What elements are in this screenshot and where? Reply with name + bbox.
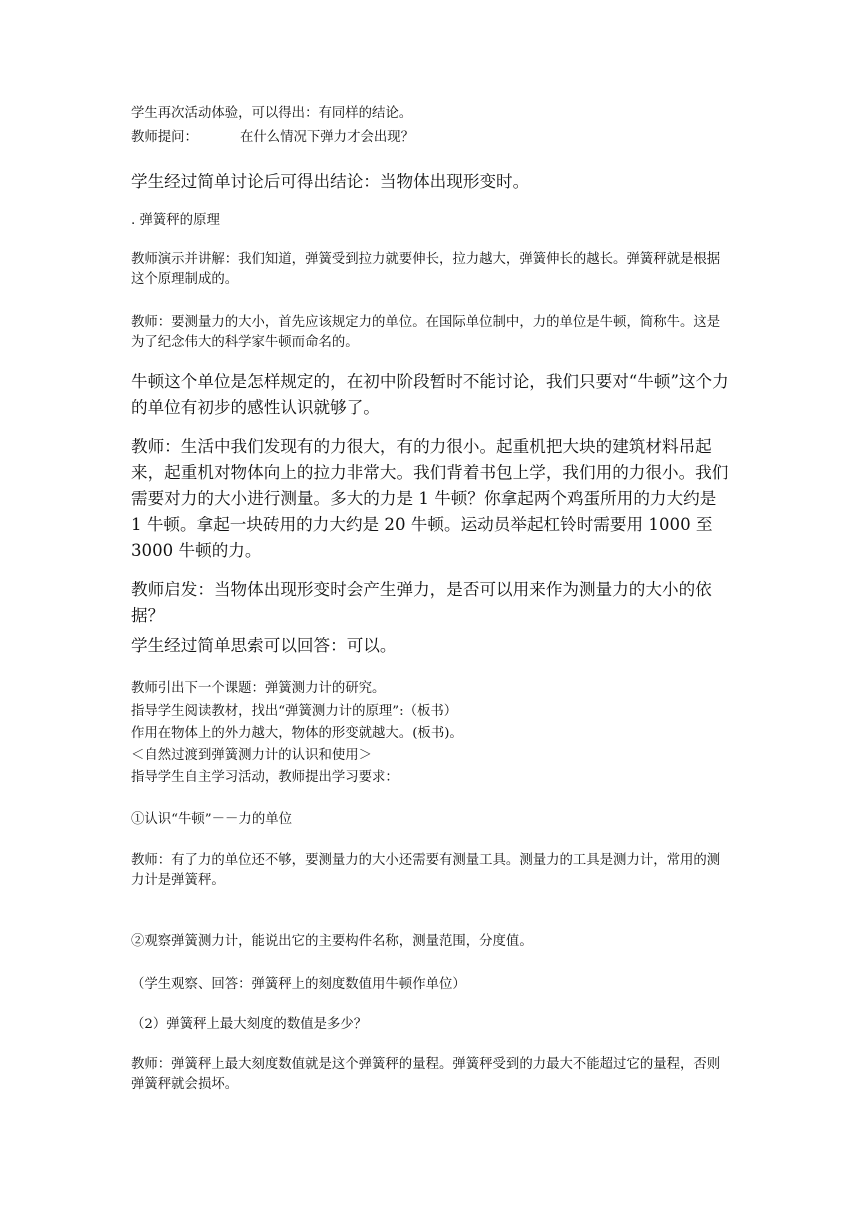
paragraph: 牛顿这个单位是怎样规定的，在初中阶段暂时不能讨论，我们只要对“牛顿”这个力的单位有初步的感性认识就够了。 [131, 372, 729, 417]
paragraph: 教师启发：当物体出现形变时会产生弹力，是否可以用来作为测量力的大小的依据？ [131, 580, 712, 625]
text-line: 作用在物体上的外力越大，物体的形变就越大。(板书)。 [131, 726, 463, 741]
text-line: 学生经过简单讨论后可得出结论：当物体出现形变时。 [131, 172, 530, 191]
text-line: ＜自然过渡到弹簧测力计的认识和使用＞ [131, 748, 373, 763]
speaker-label: 教师提问： [131, 130, 198, 145]
question-text: 在什么情况下弹力才会出现？ [239, 130, 415, 145]
text-line: 学生经过简单思索可以回答：可以。 [131, 636, 397, 655]
section-heading: . 弹簧秤的原理 [131, 213, 220, 228]
text-line: 教师引出下一个课题：弹簧测力计的研究。 [131, 681, 386, 696]
text-line: 指导学生自主学习活动，教师提出学习要求： [131, 770, 399, 785]
text-line: （学生观察、回答：弹簧秤上的刻度数值用牛顿作单位） [131, 977, 466, 992]
paragraph: 教师：弹簧秤上最大刻度数值就是这个弹簧秤的量程。弹簧秤受到的力最大不能超过它的量程，否则弹簧秤就会损坏。 [131, 1057, 721, 1092]
text-line: 指导学生阅读教材，找出“弹簧测力计的原理”:（板书） [131, 704, 458, 719]
question-line: （2）弹簧秤上最大刻度的数值是多少？ [131, 1017, 368, 1032]
teacher-question-line [131, 128, 414, 148]
list-item: ①认识“牛顿”－－力的单位 [131, 812, 292, 827]
list-item: ②观察弹簧测力计，能说出它的主要构件名称，测量范围，分度值。 [131, 934, 533, 949]
paragraph: 教师演示并讲解：我们知道，弹簧受到拉力就要伸长，拉力越大，弹簧伸长的越长。弹簧秤就是根据这个原理制成的。 [131, 252, 721, 287]
paragraph: 教师：生活中我们发现有的力很大，有的力很小。起重机把大块的建筑材料吊起来，起重机对物体向上的拉力非常大。我们背着书包上学，我们用的力很小。我们需要对力的大小进行测量。多大的力是 1 牛顿？你拿起两个鸡蛋所用的力大约是 1 牛顿。拿起一块砖用的力大约是 20 牛顿。运动员举起杠铃时需要用 1000 至 3000 牛顿的力。 [131, 437, 729, 560]
paragraph: 教师：有了力的单位还不够，要测量力的大小还需要有测量工具。测量力的工具是测力计，常用的测力计是弹簧秤。 [131, 853, 721, 888]
text-line: 学生再次活动体验，可以得出：有同样的结论。 [131, 106, 413, 121]
paragraph: 教师：要测量力的大小，首先应该规定力的单位。在国际单位制中，力的单位是牛顿，简称牛。这是为了纪念伟大的科学家牛顿而命名的。 [131, 315, 721, 350]
